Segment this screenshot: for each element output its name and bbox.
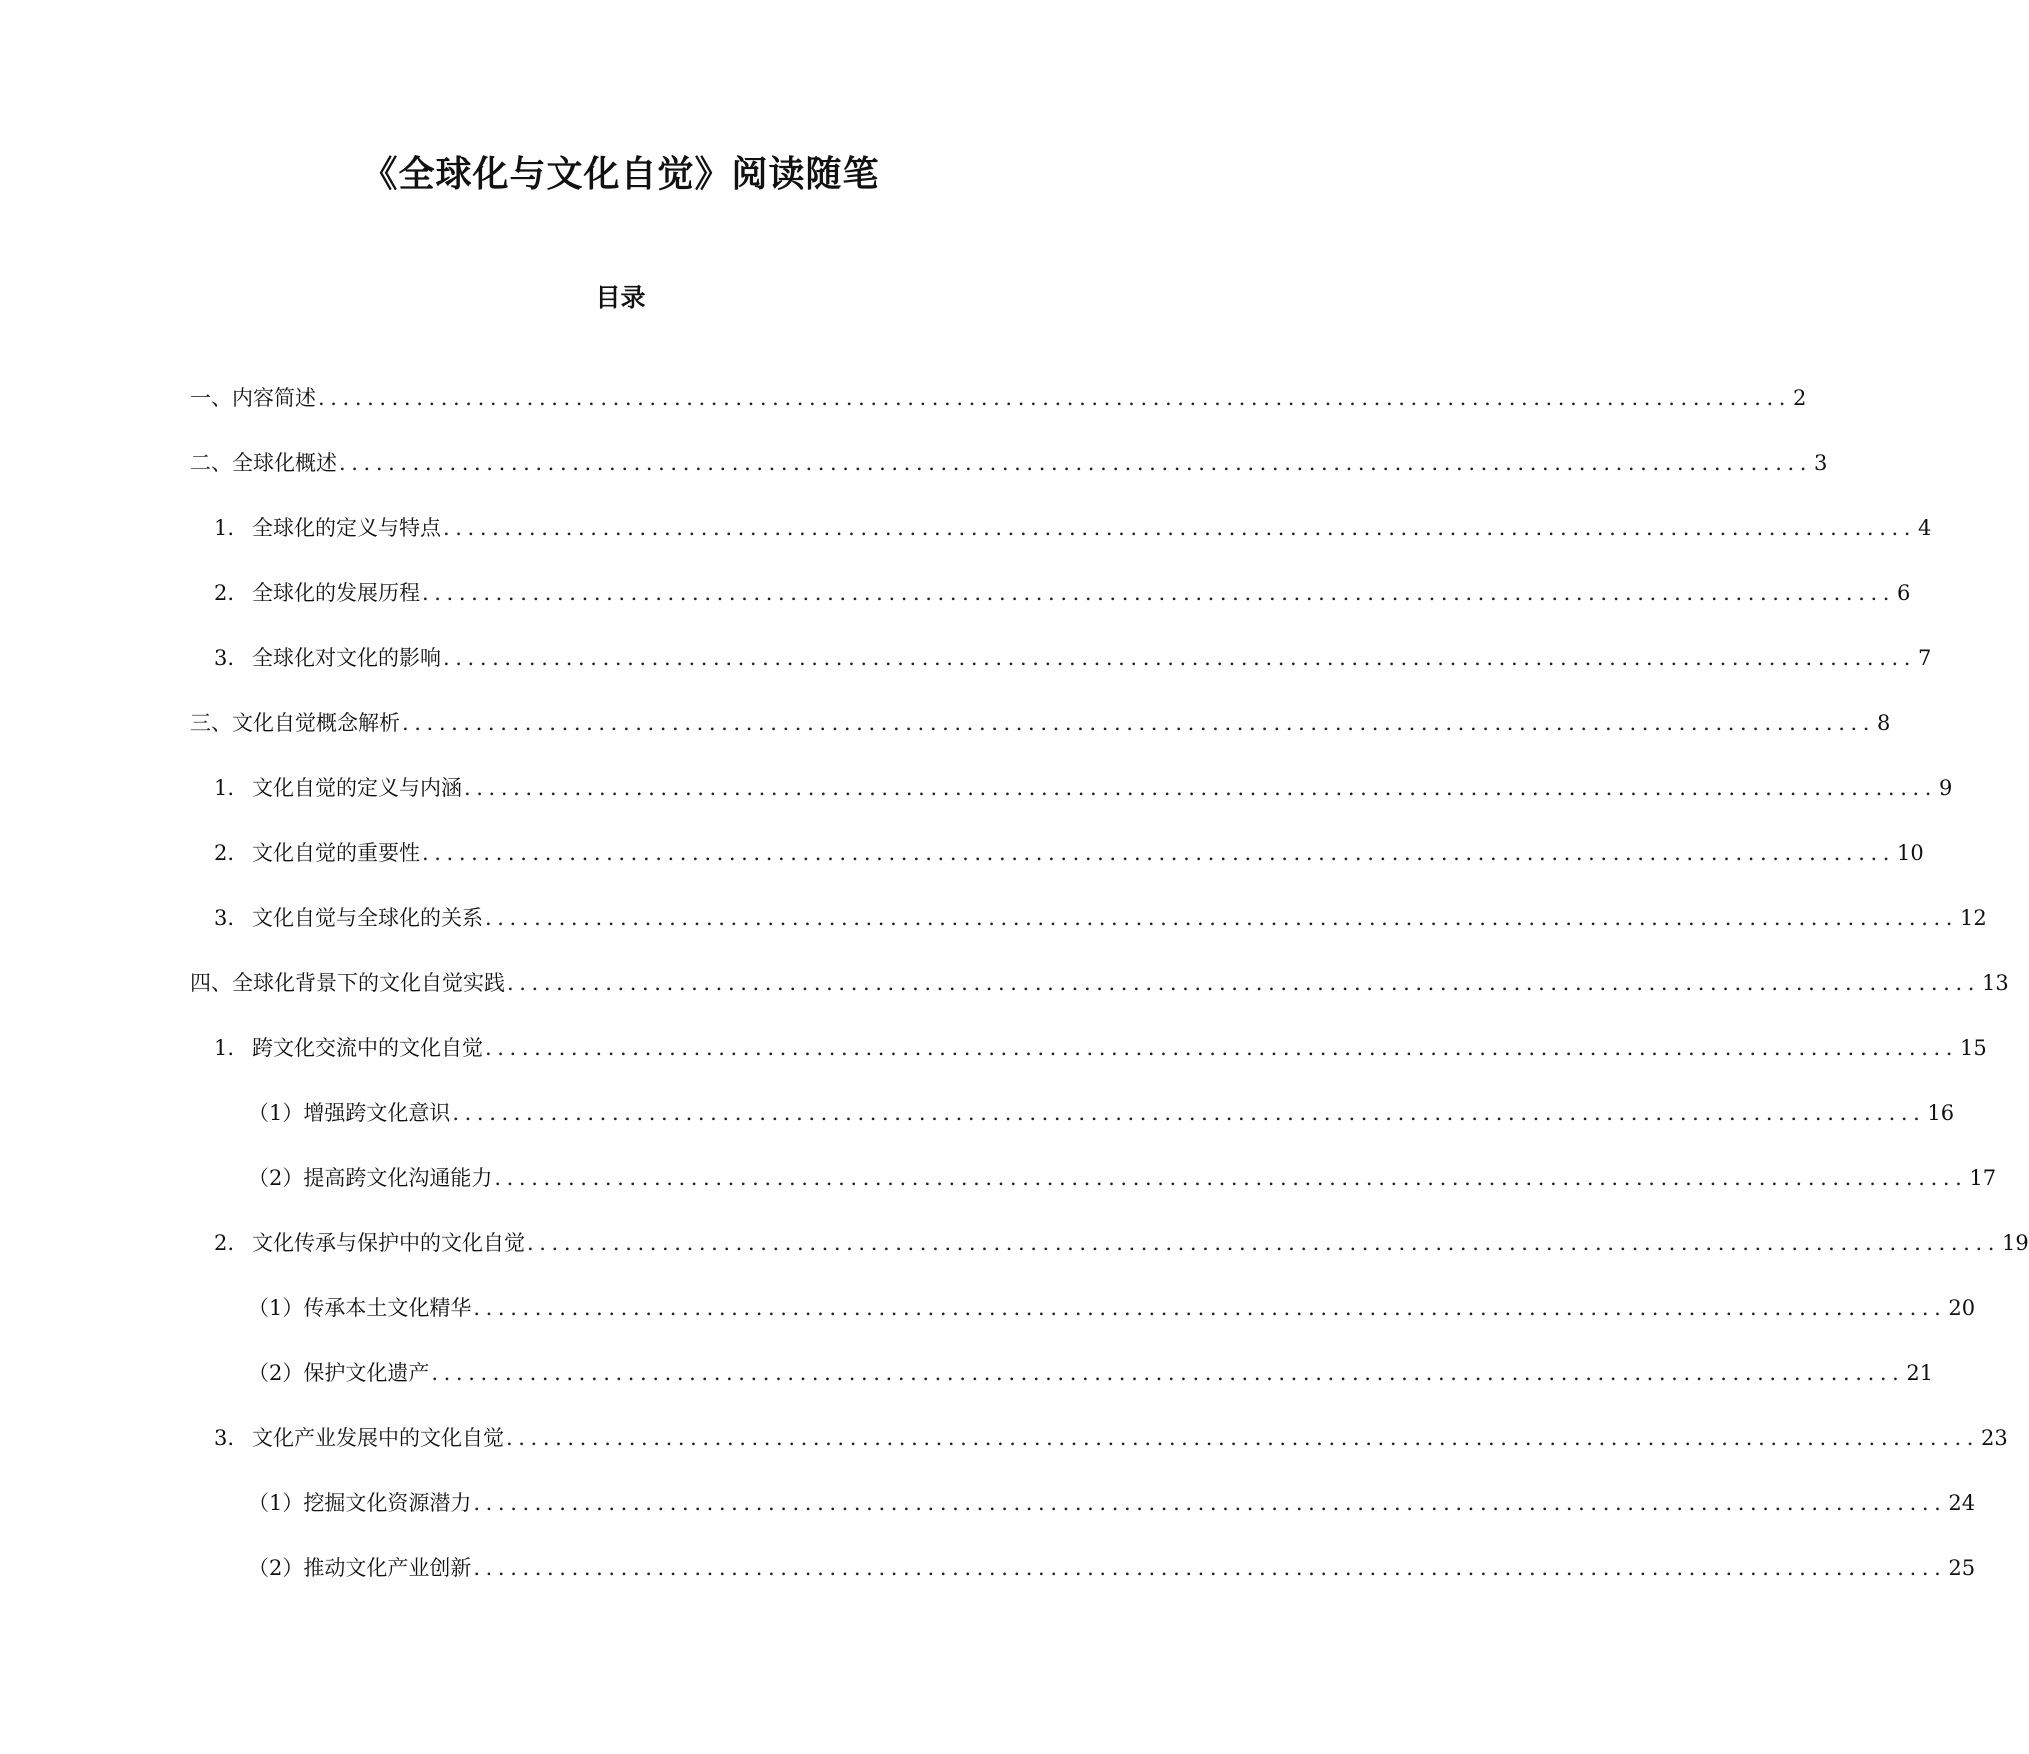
toc-entry[interactable] — [248, 1097, 1955, 1162]
dot-leader: ........................................................................................................................ — [422, 841, 1896, 865]
toc-heading: 目录 — [595, 283, 646, 312]
toc-entry-title: 内容简述 — [232, 386, 316, 410]
toc-entry-page-number: 24 — [1948, 1491, 1976, 1515]
toc-entry-page-number: 10 — [1897, 841, 1924, 865]
toc-entry-number: （1） — [248, 1491, 304, 1515]
toc-entry[interactable] — [248, 1292, 1976, 1357]
toc-entry[interactable] — [190, 382, 1807, 447]
toc-entry-page-number: 7 — [1918, 646, 1932, 670]
toc-entry-number: （2） — [248, 1361, 304, 1385]
toc-entry-title: 全球化的定义与特点 — [252, 516, 441, 540]
dot-leader: ........................................................................................................................ — [527, 1231, 2001, 1255]
dot-leader: ........................................................................................................................ — [494, 1166, 1968, 1190]
toc-entry-number: （1） — [248, 1101, 304, 1125]
toc-entry[interactable] — [214, 642, 1932, 707]
table-of-contents — [0, 382, 2029, 1617]
toc-entry[interactable] — [214, 1422, 2008, 1487]
dot-leader: ........................................................................................................................ — [485, 906, 1959, 930]
dot-leader: ........................................................................................................................ — [473, 1556, 1947, 1580]
dot-leader: ........................................................................................................................ — [443, 516, 1917, 540]
document-title: 《全球化与文化自觉》阅读随笔 — [361, 153, 880, 195]
toc-entry-title: 文化自觉的定义与内涵 — [252, 776, 462, 800]
toc-entry[interactable] — [248, 1552, 1976, 1617]
toc-entry-page-number: 21 — [1906, 1361, 1934, 1385]
dot-leader: ........................................................................................................................ — [485, 1036, 1959, 1060]
dot-leader: ........................................................................................................................ — [422, 581, 1896, 605]
toc-entry-title: 增强跨文化意识 — [303, 1101, 451, 1125]
toc-entry[interactable] — [214, 902, 1987, 967]
toc-entry[interactable] — [190, 447, 1828, 512]
dot-leader: ........................................................................................................................ — [452, 1101, 1926, 1125]
toc-entry-number: （2） — [248, 1556, 304, 1580]
dot-leader: ........................................................................................................................ — [473, 1491, 1947, 1515]
toc-entry[interactable] — [190, 707, 1891, 772]
toc-entry-title: 文化自觉的重要性 — [252, 841, 420, 865]
toc-entry[interactable] — [214, 577, 1911, 642]
toc-entry-number: 一、 — [190, 386, 232, 410]
toc-entry-title: 推动文化产业创新 — [303, 1556, 472, 1580]
toc-entry-page-number: 23 — [1981, 1426, 2008, 1450]
toc-entry-title: 跨文化交流中的文化自觉 — [252, 1036, 483, 1060]
toc-entry-title: 全球化的发展历程 — [252, 581, 420, 605]
dot-leader: ........................................................................................................................ — [318, 386, 1792, 410]
toc-entry-page-number: 13 — [1982, 971, 2009, 995]
toc-entry[interactable] — [214, 512, 1932, 577]
dot-leader: ........................................................................................................................ — [339, 451, 1813, 475]
toc-entry-page-number: 2 — [1793, 386, 1807, 410]
toc-entry-title: 传承本土文化精华 — [303, 1296, 472, 1320]
dot-leader: ........................................................................................................................ — [443, 646, 1917, 670]
toc-entry-title: 全球化背景下的文化自觉实践 — [232, 971, 505, 995]
toc-entry-number: 2. — [214, 1231, 235, 1255]
toc-entry[interactable] — [214, 837, 1924, 902]
toc-entry-title: 挖掘文化资源潜力 — [303, 1491, 472, 1515]
toc-entry-title: 保护文化遗产 — [303, 1361, 430, 1385]
toc-entry[interactable] — [214, 1227, 2029, 1292]
toc-entry-number: （1） — [248, 1296, 304, 1320]
dot-leader: ........................................................................................................................ — [464, 776, 1938, 800]
toc-entry-page-number: 8 — [1877, 711, 1891, 735]
toc-entry-number: 3. — [214, 906, 235, 930]
toc-entry-number: 1. — [214, 776, 235, 800]
toc-entry-title: 文化自觉概念解析 — [232, 711, 400, 735]
toc-entry-title: 文化传承与保护中的文化自觉 — [252, 1231, 525, 1255]
toc-entry-number: 四、 — [190, 971, 232, 995]
toc-entry-title: 提高跨文化沟通能力 — [303, 1166, 493, 1190]
dot-leader: ........................................................................................................................ — [431, 1361, 1905, 1385]
toc-entry-page-number: 6 — [1897, 581, 1911, 605]
toc-entry[interactable] — [248, 1162, 1997, 1227]
dot-leader: ........................................................................................................................ — [507, 971, 1981, 995]
toc-entry-page-number: 16 — [1927, 1101, 1955, 1125]
toc-entry-title: 全球化对文化的影响 — [252, 646, 441, 670]
toc-entry-number: 1. — [214, 1036, 235, 1060]
toc-entry-number: 2. — [214, 581, 235, 605]
toc-entry[interactable] — [214, 772, 1953, 837]
toc-entry-page-number: 19 — [2002, 1231, 2029, 1255]
toc-entry-page-number: 12 — [1960, 906, 1987, 930]
toc-entry[interactable] — [248, 1487, 1976, 1552]
toc-entry-page-number: 20 — [1948, 1296, 1976, 1320]
toc-entry-number: 2. — [214, 841, 235, 865]
dot-leader: ........................................................................................................................ — [402, 711, 1876, 735]
toc-entry-page-number: 25 — [1948, 1556, 1976, 1580]
toc-entry[interactable] — [214, 1032, 1987, 1097]
toc-entry-page-number: 15 — [1960, 1036, 1987, 1060]
toc-entry-page-number: 9 — [1939, 776, 1953, 800]
toc-entry-page-number: 4 — [1918, 516, 1932, 540]
toc-entry-page-number: 17 — [1969, 1166, 1997, 1190]
toc-entry[interactable] — [190, 967, 2009, 1032]
toc-entry[interactable] — [248, 1357, 1934, 1422]
toc-entry-number: 三、 — [190, 711, 232, 735]
toc-entry-number: 二、 — [190, 451, 232, 475]
toc-entry-number: 3. — [214, 646, 235, 670]
dot-leader: ........................................................................................................................ — [473, 1296, 1947, 1320]
toc-entry-number: 3. — [214, 1426, 235, 1450]
toc-entry-title: 文化自觉与全球化的关系 — [252, 906, 483, 930]
dot-leader: ........................................................................................................................ — [506, 1426, 1980, 1450]
toc-entry-title: 全球化概述 — [232, 451, 337, 475]
toc-entry-page-number: 3 — [1814, 451, 1828, 475]
toc-entry-title: 文化产业发展中的文化自觉 — [252, 1426, 504, 1450]
toc-entry-number: （2） — [248, 1166, 304, 1190]
toc-entry-number: 1. — [214, 516, 235, 540]
